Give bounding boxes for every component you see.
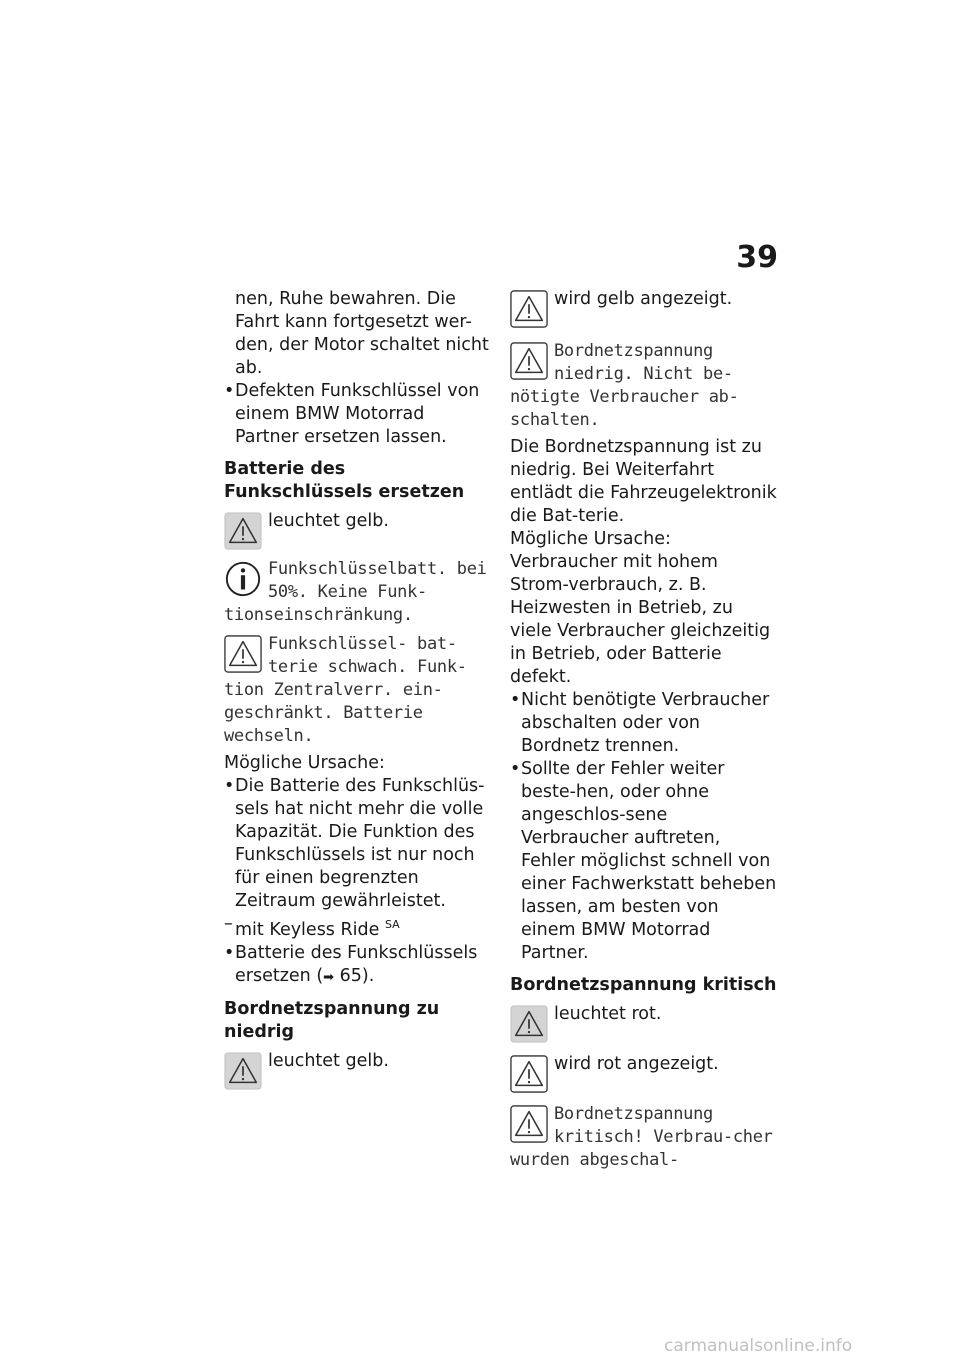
warning-message-voltage-low bbox=[510, 340, 778, 432]
cause-consumers-text: Verbraucher mit hohem Strom-verbrauch, z. B. Heizwesten in Betrieb, zu viele Verbraucher gleichzeitig in Betrieb, oder Batterie defekt. bbox=[510, 552, 771, 687]
bullet-switch-off: • Nicht benötigte Verbraucher abschalten oder von Bordnetz trennen. bbox=[510, 689, 778, 758]
lights-yellow-text-1: leuchtet gelb. bbox=[268, 511, 389, 531]
lights-red-text: leuchtet rot. bbox=[554, 1004, 662, 1024]
warning-triangle-icon bbox=[510, 1105, 548, 1143]
warn-msg-voltage-critical: Bordnetzspannung kritisch! Verbrau-cher wurden abgeschal- bbox=[510, 1104, 773, 1170]
warning-triangle-icon bbox=[224, 512, 262, 550]
warning-triangle-icon bbox=[510, 1005, 548, 1043]
red-warning-light bbox=[510, 1003, 778, 1045]
lights-yellow-text-2: leuchtet gelb. bbox=[268, 1050, 389, 1071]
possible-cause-label-1: Mögliche Ursache: bbox=[224, 753, 385, 773]
shown-yellow-block bbox=[510, 288, 778, 330]
possible-cause-label-2: Mögliche Ursache: bbox=[510, 529, 671, 549]
heading-voltage-critical: Bordnetzspannung kritisch bbox=[510, 975, 777, 995]
info-message-battery-50 bbox=[224, 558, 492, 627]
dash-keyless-ride bbox=[224, 913, 492, 942]
shown-red-text: wird rot angezeigt. bbox=[554, 1054, 719, 1074]
warn-msg-battery-weak: Funkschlüssel- bat-terie schwach. Funk-tion Zentralverr. ein-geschränkt. Batterie wechseln. bbox=[224, 634, 467, 746]
arrow-reference-icon: ➡ bbox=[323, 969, 335, 985]
page-number: 39 bbox=[736, 240, 778, 275]
intro-continued-text: nen, Ruhe bewahren. Die Fahrt kann fortgesetzt wer-den, der Motor schaltet nicht ab. bbox=[235, 289, 489, 378]
bullet-persist: • Sollte der Fehler weiter beste-hen, oder ohne angeschlos-sene Verbraucher auftreten, Fehler möglichst schnell von einer Fachwerkstatt beheben lassen, am besten von einem BMW Motorrad Partner. bbox=[510, 758, 778, 965]
warning-message-battery-weak bbox=[224, 633, 492, 748]
warning-triangle-icon bbox=[224, 1052, 262, 1090]
warn-msg-voltage-low: Bordnetzspannung niedrig. Nicht be-nötigte Verbraucher ab-schalten. bbox=[510, 341, 739, 430]
warning-triangle-icon bbox=[224, 635, 262, 673]
left-column bbox=[224, 288, 492, 1092]
shown-yellow-text: wird gelb angezeigt. bbox=[554, 289, 733, 309]
bullet-defective-key: • Defekten Funkschlüssel von einem BMW Motorrad Partner ersetzen lassen. bbox=[224, 380, 492, 449]
bullet-replace-battery bbox=[224, 942, 492, 989]
keyless-sup: SA bbox=[384, 918, 400, 931]
bullet-replace-text: Batterie des Funkschlüssels ersetzen ( bbox=[235, 942, 478, 986]
keyless-ride-text: mit Keyless Ride bbox=[235, 919, 380, 940]
heading-voltage-low: Bordnetzspannung zu niedrig bbox=[224, 998, 440, 1042]
warning-triangle-icon bbox=[510, 342, 548, 380]
warning-message-voltage-critical bbox=[510, 1103, 778, 1172]
yellow-warning-light bbox=[224, 510, 492, 552]
right-column bbox=[510, 288, 778, 1172]
reference-page-link[interactable]: 65). bbox=[339, 965, 375, 986]
warning-triangle-icon bbox=[510, 290, 548, 328]
bullet-capacity: • Die Batterie des Funkschlüs-sels hat nicht mehr die volle Kapazität. Die Funktion des Funkschlüssels ist nur noch für einen begrenzten Zeitraum gewährleistet. bbox=[224, 775, 492, 913]
shown-red-block bbox=[510, 1053, 778, 1095]
voltage-low-text: Die Bordnetzspannung ist zu niedrig. Bei Weiterfahrt entlädt die Fahrzeugelektronik die Bat-terie. bbox=[510, 437, 777, 526]
watermark: carmanualsonline.info bbox=[664, 1336, 853, 1356]
warning-triangle-icon bbox=[510, 1055, 548, 1093]
info-icon bbox=[224, 560, 262, 598]
info-msg-battery-50: Funkschlüsselbatt. bei 50%. Keine Funk-tionseinschränkung. bbox=[224, 559, 487, 625]
yellow-warning-light-voltage bbox=[224, 1050, 492, 1092]
heading-battery-replace: Batterie des Funkschlüssels ersetzen bbox=[224, 459, 465, 502]
